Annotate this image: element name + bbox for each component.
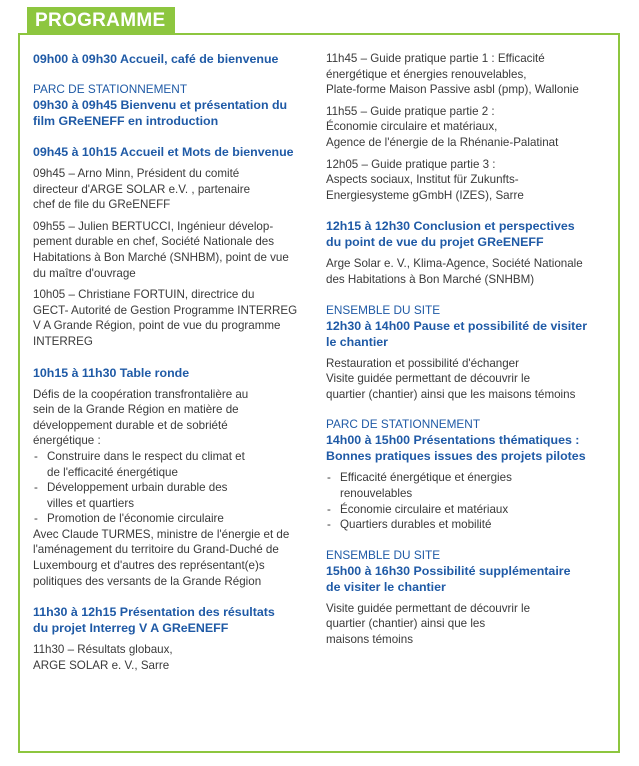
detail-paragraph: Restauration et possibilité d'échanger Visite guidée permettant de découvrir le quartier (chantier) ainsi que les maisons témoins <box>326 356 576 401</box>
topic-list <box>326 470 608 532</box>
session-panel: Avec Claude TURMES, ministre de l'énergie et de l'aménagement du territoire du Grand-Duché de Luxembourg et d'autres des représentant(e)s politiques des versants de la Grande Région <box>33 527 290 588</box>
agenda-item <box>326 417 608 532</box>
session-details <box>33 642 315 673</box>
topic-item: - Efficacité énergétique et énergies renouvelables <box>326 470 608 501</box>
detail-paragraph: 09h55 – Julien BERTUCCI, Ingénieur dévelop- pement durable en chef, Société Nationale des Habitations à Bon Marché (SNHBM), point de vue du maître d'ouvrage <box>33 219 289 280</box>
session-title: 12h30 à 14h00 Pause et possibilité de visiter le chantier <box>326 318 588 349</box>
session-title: 11h30 à 12h15 Présentation des résultats du projet Interreg V A GReENEFF <box>33 605 275 636</box>
session-title: 10h15 à 11h30 Table ronde <box>33 365 190 380</box>
location-label: ENSEMBLE DU SITE <box>326 302 441 317</box>
agenda-item <box>326 303 608 403</box>
topic-item: - Quartiers durables et mobilité <box>326 517 608 533</box>
detail-paragraph: 11h55 – Guide pratique partie 2 : Économie circulaire et matériaux, Agence de l'énergie de la Rhénanie-Palatinat <box>326 104 559 149</box>
location-label: PARC DE STATIONNEMENT <box>33 82 188 96</box>
session-details <box>33 166 315 350</box>
session-title: 09h00 à 09h30 Accueil, café de bienvenue <box>33 52 279 66</box>
topic-list <box>33 449 315 527</box>
session-intro: Défis de la coopération transfrontalière au sein de la Grande Région en matière de développement durable et de sobriété énergétique : <box>33 387 249 448</box>
topic-item: - Économie circulaire et matériaux <box>326 502 608 518</box>
agenda-item <box>33 604 315 673</box>
session-title: 12h15 à 12h30 Conclusion et perspectives du point de vue du projet GReENEFF <box>326 219 575 250</box>
session-title: 09h45 à 10h15 Accueil et Mots de bienvenue <box>33 145 294 159</box>
detail-paragraph: 10h05 – Christiane FORTUIN, directrice du GECT- Autorité de Gestion Programme INTERREG V A Grande Région, point de vue du programme INTERREG <box>33 288 298 348</box>
agenda-item <box>33 144 315 350</box>
session-title: 15h00 à 16h30 Possibilité supplémentaire de visiter le chantier <box>326 563 571 594</box>
session-details <box>326 256 608 287</box>
detail-paragraph: 11h45 – Guide pratique partie 1 : Efficacité énergétique et énergies renouvelables, Plate-forme Maison Passive asbl (pmp), Wallonie <box>326 52 579 97</box>
detail-paragraph: 11h30 – Résultats globaux, ARGE SOLAR e. V., Sarre <box>33 643 173 672</box>
session-title: 14h00 à 15h00 Présentations thématiques : Bonnes pratiques issues des projets pilotes <box>326 433 586 464</box>
session-details <box>326 51 608 203</box>
topic-item: - Promotion de l'économie circulaire <box>33 511 315 527</box>
programme-heading: PROGRAMME <box>27 7 175 34</box>
agenda-item <box>326 51 608 203</box>
location-label: ENSEMBLE DU SITE <box>326 547 441 562</box>
agenda-item <box>326 218 608 287</box>
session-title: 09h30 à 09h45 Bienvenu et présentation du film GReENEFF en introduction <box>33 98 288 128</box>
agenda-item <box>33 365 315 590</box>
topic-item: - Construire dans le respect du climat et de l'efficacité énergétique <box>33 449 315 480</box>
session-details <box>326 356 608 403</box>
detail-paragraph: Arge Solar e. V., Klima-Agence, Société Nationale des Habitations à Bon Marché (SNHBM) <box>326 257 583 286</box>
right-column <box>326 51 608 662</box>
agenda-item <box>33 82 315 129</box>
left-column <box>33 51 315 688</box>
agenda-item <box>326 548 608 648</box>
detail-paragraph: 12h05 – Guide pratique partie 3 : Aspects sociaux, Institut für Zukunfts- Energiesysteme gGmbH (IZES), Sarre <box>326 157 524 202</box>
topic-item: - Développement urbain durable des villes et quartiers <box>33 480 315 511</box>
location-label: PARC DE STATIONNEMENT <box>326 417 481 432</box>
detail-paragraph: Visite guidée permettant de découvrir le quartier (chantier) ainsi que les maisons témoins <box>326 601 531 646</box>
session-details <box>326 601 608 648</box>
agenda-item <box>33 51 315 67</box>
detail-paragraph: 09h45 – Arno Minn, Président du comité directeur d'ARGE SOLAR e.V. , partenaire chef de file du GReENEFF <box>33 167 251 212</box>
